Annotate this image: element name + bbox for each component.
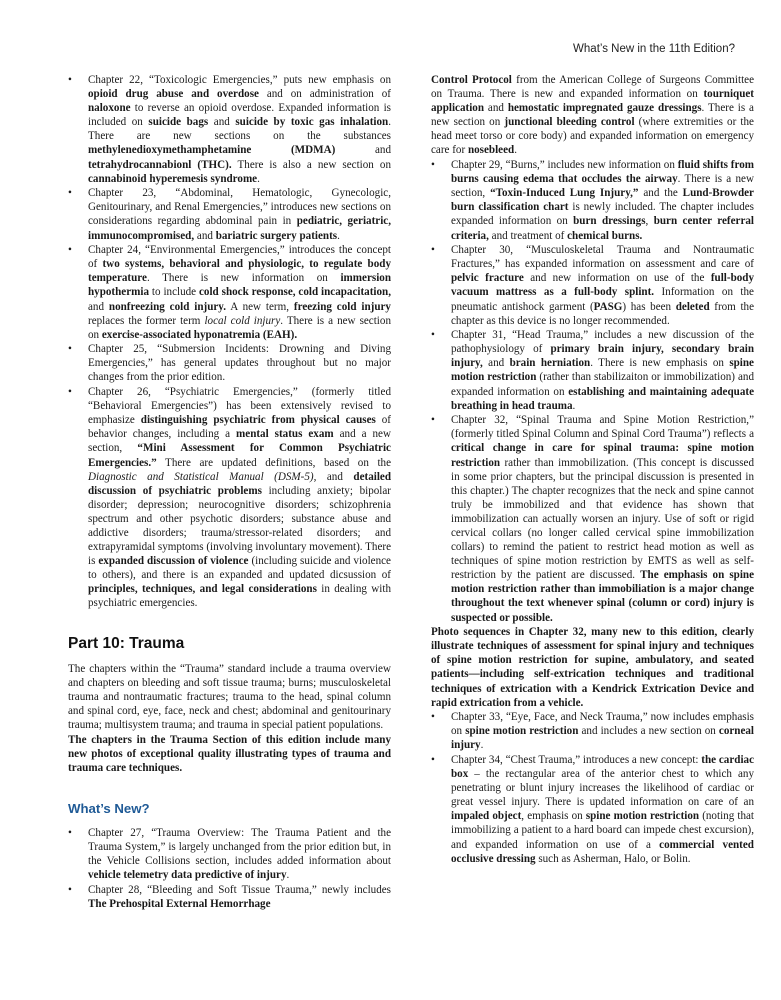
bullet-item: • Chapter 31, “Head Trauma,” includes a new discussion of the pathophysiology of primary brain injury, secondary brain injury, and brain herniation. There is new emphasis on spine motion restriction (rather than stabilizaiton or immobilization) and expanded information on establishing and maintaining adequate breathing in head trauma. (431, 328, 754, 413)
bold-text: expanded discussion of violence (98, 555, 249, 568)
bullet-item: • Chapter 33, “Eye, Face, and Neck Trauma,” now includes emphasis on spine motion restriction and includes a new section on corneal injury. (431, 710, 754, 752)
bold-text: nonfreezing cold injury. (108, 300, 227, 313)
italic-text: local cold injury (204, 314, 281, 327)
bullet-item: Control Protocol from the American College of Surgeons Committee on Trauma. There is new and expanded information on tourniquet application and hemostatic impregnated gauze dressings. There is a new section on junctional bleeding control (where extremities or the head meet torso or core body) and expanded information on emergency care for nosebleed. (431, 74, 755, 157)
bold-text: impaled object (451, 810, 522, 823)
bold-text: mental status exam (236, 428, 334, 441)
bold-text: primary brain injury, secondary brain injury, (451, 343, 754, 370)
bullet-item: • Chapter 29, “Burns,” includes new information on fluid shifts from burns causing edema that occludes the airway. There is a new section, “Toxin-Induced Lung Injury,” and the Lund-Browder burn classification chart is newly included. The chapter includes expanded information on burn dressings, burn center referral criteria, and treatment of chemical burns. (431, 158, 754, 243)
bullet-item: • Chapter 22, “Toxicologic Emergencies,” puts new emphasis on opioid drug abuse and overdose and on administration of naloxone to reverse an opioid overdose. Expanded information is included on suicide bags and suicide by toxic gas inhalation. There are new sections on the substances methylenedioxymethamphetamine (MDMA) and tetrahydrocannabionl (THC). There is also a new section on cannabinoid hyperemesis syndrome. (68, 73, 391, 186)
bold-text: The Prehospital External Hemorrhage (88, 897, 271, 910)
bold-text: full-body vacuum mattress as a full-body splint. (451, 272, 754, 299)
bold-text: Control Protocol (431, 74, 512, 86)
part-heading: Part 10: Trauma (68, 635, 185, 653)
bold-text: brain herniation (509, 357, 591, 370)
whats-new-list (68, 826, 391, 911)
bold-text: methylenedioxymethamphetamine (MDMA) (88, 144, 336, 157)
bold-text: Photo sequences in Chapter 32, many new to this edition, clearly illustrate techniques of assessment for spinal injury and techniques of spine motion restriction for supine, ambulatory, and seated patients—including self-extrication techniques and traditional techniques of extrication with a Kendrick Extrication Device and rapid extrication from a vehicle. (431, 626, 754, 709)
bold-text: “Mini Assessment for Common Psychiatric Emergencies.” (88, 442, 391, 469)
italic-text: Diagnostic and Statistical Manual (DSM-5), (88, 470, 317, 483)
bold-text: cannabinoid hyperemesis syndrome (88, 172, 258, 185)
bold-text: PASG (593, 300, 623, 313)
bullet-item: • Chapter 32, “Spinal Trauma and Spine Motion Restriction,” (formerly titled Spinal Column and Spinal Cord Trauma”) reflects a critical change in care for spinal trauma: spine motion restriction rather than immobilization. (This concept is discussed in some prior chapters, but the principal discussion is presented in this chapter.) The chapter recognizes that the neck and spine cannot truly be immobilized and that evidence has shown that immobilization can actually worsen an injury. Use of soft or rigid cervical collars (no longer called cervical spine immobilization collars) to remind the patient to restrict head motion as well as techniques of spine motion restriction by EMTS as well as self-restriction by the patient are discussed. The emphasis on spine motion restriction rather than immobiliation is a major change throughout the text whenever spinal (column or cord) injury is suspected or possible. (431, 413, 754, 624)
bullet-item: • Chapter 23, “Abdominal, Hematologic, Gynecologic, Genitourinary, and Renal Emergencies,” introduces new sections on considerations regarding abdominal pain in pediatric, geriatric, immunocompromised, and bariatric surgery patients. (68, 186, 391, 242)
bold-text: “Toxin-Induced Lung Injury,” (490, 187, 639, 200)
bold-text: spine motion restriction (585, 810, 700, 823)
bold-text: tetrahydrocannabionl (THC). (88, 158, 232, 171)
bold-text: tourniquet application (431, 88, 754, 115)
bold-text: critical change in care for spinal trauma: spine motion restriction (451, 442, 754, 469)
bold-text: nosebleed (467, 144, 515, 157)
bold-text: establishing and maintaining adequate breathing in head trauma (451, 385, 754, 412)
bold-text: bariatric surgery patients (215, 229, 338, 242)
bullet-item: • Chapter 24, “Environmental Emergencies,” introduces the concept of two systems, behavioral and physiologic, to regulate body temperature. There is new information on immersion hypothermia to include cold shock response, cold incapacitation, and nonfreezing cold injury. A new term, freezing cold injury replaces the former term local cold injury. There is a new section on exercise-associated hyponatremia (EAH). (68, 243, 391, 342)
part-bold-note: The chapters in the Trauma Section of this edition include many new photos of exceptional quality illustrating types of trauma and trauma care techniques. (68, 733, 391, 774)
bold-text: two systems, behavioral and physiologic, to regulate body temperature (88, 258, 391, 285)
bold-text: burn dressings (573, 215, 646, 228)
bold-text: deleted (675, 300, 710, 313)
bold-text: corneal injury (451, 725, 755, 752)
left-bullet-list (68, 73, 391, 611)
bold-text: pediatric, geriatric, immunocompromised, (88, 215, 391, 242)
whats-new-heading: What’s New? (68, 800, 150, 816)
bold-text: suicide bags (148, 116, 209, 129)
bullet-item: • Chapter 25, “Submersion Incidents: Drowning and Diving Emergencies,” has general updates throughout but no major changes from the prior edition. (68, 342, 391, 384)
bold-text: principles, techniques, and legal considerations (88, 583, 317, 596)
bold-text: detailed discussion of psychiatric problems (88, 470, 391, 497)
bold-text: freezing cold injury (293, 300, 391, 313)
right-bullet-list (431, 73, 754, 866)
bold-text: burn center referral criteria, (451, 215, 755, 242)
bold-text: cold shock response, cold incapacitation, (199, 286, 391, 299)
bold-text: Lund-Browder burn classification chart (451, 187, 754, 214)
bullet-item: • Chapter 27, “Trauma Overview: The Trauma Patient and the Trauma System,” is largely unchanged from the prior edition but, in the Vehicle Collisions section, includes added information about vehicle telemetry data predictive of injury. (68, 826, 391, 882)
bullet-item: • Chapter 26, “Psychiatric Emergencies,” (formerly titled “Behavioral Emergencies”) has been extensively revised to emphasize distinguishing psychiatric from physical causes of behavior changes, including a mental status exam and a new section, “Mini Assessment for Common Psychiatric Emergencies.” There are updated definitions, based on the Diagnostic and Statistical Manual (DSM-5), and detailed discussion of psychiatric problems including anxiety; bipolar disorder; depression; neurocognitive disorders; schizophrenia spectrum and other psychotic disorders; substance abuse and addictive disorders; trauma/stressor-related disorders; and extrapyramidal symptoms (involving involuntary movement). There is expanded discussion of violence (including suicide and violence to others), and there is an expanded and updated dicsussion of principles, techniques, and legal considerations in dealing with psychiatric emergencies. (68, 385, 391, 611)
bold-text: junctional bleeding control (504, 116, 635, 129)
bullet-item: • Chapter 34, “Chest Trauma,” introduces a new concept: the cardiac box – the rectangular area of the anterior chest to which any penetrating or blunt injury increases the likelihood of cardiac or great vessel injury. There is updated information on care of an impaled object, emphasis on spine motion restriction (noting that immobilizing a patient to a hard board can impede chest excursion), and expanded information on use of a commercial vented occlusive dressing such as Asherman, Halo, or Bolin. (431, 753, 754, 866)
bold-text: spine motion restriction (465, 725, 579, 738)
bold-text: The emphasis on spine motion restriction rather than immobiliation is a major change throughout the text whenever spinal (column or cord) injury is suspected or possible. (451, 569, 754, 624)
bold-text: pelvic fracture (451, 272, 524, 285)
bold-text: distinguishing psychiatric from physical causes (140, 414, 376, 427)
bold-text: suicide by toxic gas inhalation (235, 116, 389, 129)
bold-text: hemostatic impregnated gauze dressings (507, 102, 702, 115)
bullet-item: • Chapter 28, “Bleeding and Soft Tissue Trauma,” newly includes The Prehospital External Hemorrhage (68, 883, 391, 911)
left-column (68, 73, 391, 911)
right-column (431, 73, 754, 866)
running-head: What’s New in the 11th Edition? (573, 43, 735, 55)
bullet-item (431, 625, 754, 710)
bold-text: naloxone (88, 102, 131, 115)
part-intro: The chapters within the “Trauma” standard include a trauma overview and chapters on bleeding and soft tissue trauma; burns; musculoskeletal trauma and nontraumatic fractures; trauma to the head, spinal column and spinal cord, eye, face, neck and chest; abdominal and genitourinary trauma; multisystem trauma; and trauma in special patient populations. (68, 663, 391, 732)
bold-text: exercise-associated hyponatremia (EAH). (101, 328, 298, 341)
bold-text: chemical burns. (567, 229, 643, 242)
bold-text: the cardiac box (451, 754, 754, 781)
bold-text: opioid drug abuse and overdose (88, 88, 259, 101)
bold-text: commercial vented occlusive dressing (451, 838, 754, 865)
bullet-item: • Chapter 30, “Musculoskeletal Trauma and Nontraumatic Fractures,” has expanded information on assessment and care of pelvic fracture and new information on use of the full-body vacuum mattress as a full-body splint. Information on the pneumatic antishock garment (PASG) has been deleted from the chapter as this device is no longer recommended. (431, 243, 754, 328)
bold-text: spine motion restriction (451, 357, 754, 384)
bold-text: vehicle telemetry data predictive of injury (88, 869, 287, 882)
bold-text: fluid shifts from burns causing edema that occludes the airway (451, 159, 754, 186)
bold-text: immersion hypothermia (88, 272, 391, 299)
